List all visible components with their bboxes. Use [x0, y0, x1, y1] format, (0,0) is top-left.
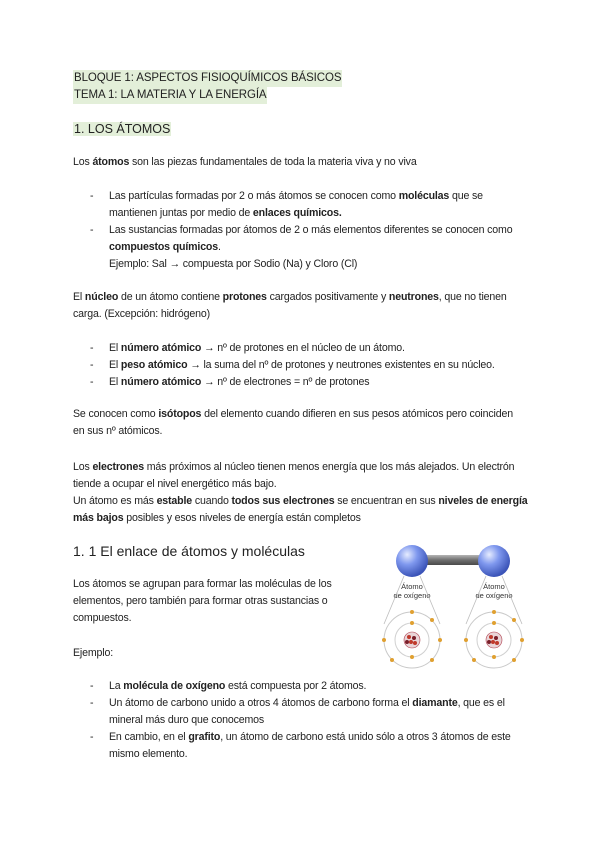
- list-item: [73, 357, 533, 374]
- electrons-text: [73, 459, 533, 493]
- text: , que es el mineral más duro que conocemos: [109, 697, 505, 726]
- bold-text: número atómico: [120, 376, 202, 388]
- atom-model-left: [382, 610, 442, 668]
- examples-list: [73, 678, 533, 763]
- atom-label-right-1: Átomo: [483, 582, 505, 591]
- list-item: [73, 188, 523, 222]
- bold-text: peso atómico: [120, 359, 188, 371]
- text: posibles y esos niveles de energía están completos: [123, 512, 361, 524]
- bold-text: moléculas: [398, 190, 450, 202]
- atom-sphere-left: [396, 545, 428, 577]
- list-item: [73, 340, 533, 357]
- list-item: [73, 374, 533, 391]
- text: cuando: [192, 495, 232, 507]
- topic-title: TEMA 1: LA MATERIA Y LA ENERGÍA: [73, 87, 267, 104]
- section-title: [73, 122, 171, 136]
- bold-text: enlaces químicos.: [252, 207, 342, 219]
- bold-text: protones: [222, 291, 267, 303]
- bold-text: compuestos químicos: [109, 241, 218, 253]
- block-title: BLOQUE 1: ASPECTOS FISIOQUÍMICOS BÁSICOS: [73, 70, 342, 87]
- intro-text: [73, 154, 417, 171]
- text: del elemento cuando difieren en sus pesos atómicos pero coinciden en sus nº atómicos.: [73, 408, 513, 437]
- molecule-list: [73, 188, 523, 273]
- atom-label-left-2: de oxígeno: [393, 591, 431, 600]
- text: se encuentran en sus: [334, 495, 439, 507]
- text: Los: [73, 461, 93, 473]
- bold-text: todos sus electrones: [231, 495, 335, 507]
- text: El: [109, 376, 121, 388]
- example-label: [73, 645, 113, 662]
- text: Un átomo es más: [73, 495, 157, 507]
- list-item: [73, 222, 523, 273]
- oxygen-molecule-figure: [372, 542, 542, 682]
- bold-text: neutrones: [388, 291, 439, 303]
- bold-text: núcleo: [84, 291, 119, 303]
- text: → nº de protones en el núcleo de un átomo.: [201, 342, 405, 354]
- atom-model-right: [464, 610, 524, 668]
- text: está compuesta por 2 átomos.: [225, 680, 367, 692]
- stability-text: [73, 493, 533, 527]
- text: son las piezas fundamentales de toda la materia viva y no viva: [129, 156, 417, 168]
- bold-text: molécula de oxígeno: [123, 680, 226, 692]
- text: , un átomo de carbono está unido sólo a otros 3 átomos de este mismo elemento.: [109, 731, 511, 760]
- text: , que no tienen carga. (Excepción: hidrógeno): [73, 291, 507, 320]
- text: El: [109, 359, 121, 371]
- text: Un átomo de carbono unido a otros 4 átomos de carbono forma el: [109, 697, 413, 709]
- bold-text: niveles de energía más bajos: [73, 495, 528, 524]
- text: Las partículas formadas por 2 o más átomos se conocen como: [109, 190, 399, 202]
- text: → nº de electrones = nº de protones: [201, 376, 370, 388]
- text: El: [73, 291, 85, 303]
- isotopes-text: [73, 406, 523, 440]
- text: El: [109, 342, 121, 354]
- bonding-paragraph: [73, 576, 358, 627]
- nucleus-paragraph: [73, 289, 523, 323]
- electrons-paragraph: [73, 459, 533, 527]
- text: Los: [73, 156, 93, 168]
- nucleus-text: [73, 289, 523, 323]
- text: Las sustancias formadas por átomos de 2 o más elementos diferentes se conocen como: [109, 224, 513, 236]
- text: que se mantienen juntas por medio de: [109, 190, 483, 219]
- bold-text: electrones: [92, 461, 144, 473]
- atom-label-right-2: de oxígeno: [475, 591, 513, 600]
- list-item: [73, 729, 533, 763]
- subsection-title: 1. 1 El enlace de átomos y moléculas: [73, 543, 305, 559]
- list-item: [73, 695, 533, 729]
- text: En cambio, en el: [109, 731, 189, 743]
- bonding-text: Los átomos se agrupan para formar las moléculas de los elementos, pero también para formar otras sustancias o compuestos.: [73, 578, 332, 624]
- section-title-text: 1. LOS ÁTOMOS: [74, 122, 171, 136]
- example-text: Ejemplo: Sal → compuesta por Sodio (Na) y Cloro (Cl): [109, 258, 358, 270]
- bold-text: isótopos: [158, 408, 202, 420]
- atom-label-left-1: Átomo: [401, 582, 423, 591]
- isotopes-paragraph: [73, 406, 523, 440]
- intro-paragraph: [73, 154, 417, 171]
- example-label-text: Ejemplo:: [73, 647, 114, 659]
- atomic-list: [73, 340, 533, 391]
- text: más próximos al núcleo tienen menos energía que los más alejados. Un electrón tiende a ocupar el nivel energético más bajo.: [73, 461, 515, 490]
- bold-text: diamante: [412, 697, 458, 709]
- bold-text: grafito: [188, 731, 221, 743]
- atom-sphere-right: [478, 545, 510, 577]
- bold-text: estable: [156, 495, 193, 507]
- text: La: [109, 680, 124, 692]
- text: cargados positivamente y: [266, 291, 389, 303]
- text: Se conocen como: [73, 408, 159, 420]
- text: .: [218, 241, 221, 253]
- block-header: [73, 70, 342, 104]
- text: → la suma del nº de protones y neutrones existentes en su núcleo.: [187, 359, 495, 371]
- text: de un átomo contiene: [118, 291, 223, 303]
- bold-text: átomos: [92, 156, 130, 168]
- bold-text: número atómico: [120, 342, 202, 354]
